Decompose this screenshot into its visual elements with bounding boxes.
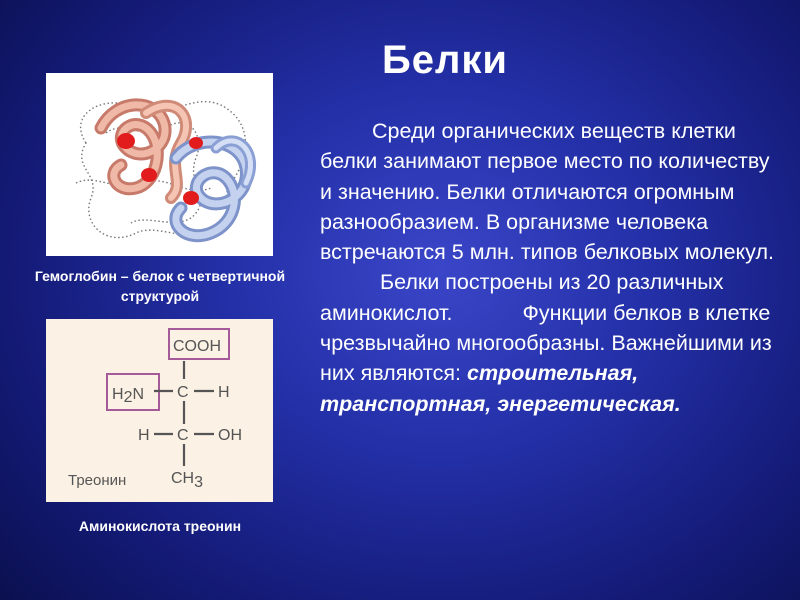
h2n-label: H2N xyxy=(112,386,145,406)
c-bottom-label: C xyxy=(177,427,189,444)
hemoglobin-image xyxy=(46,73,273,256)
ch3-subscript: 3 xyxy=(194,474,204,491)
hemoglobin-caption: Гемоглобин – белок с четвертичной структурой xyxy=(34,268,286,304)
paragraph-part-3: Функции белков в клетке чрезвычайно многообразны. Важнейшими из них являются: xyxy=(320,300,772,386)
functions-emphasis: строительная, транспортная, энергетическая. xyxy=(320,361,681,416)
amino-acid-caption: Аминокислота треонин xyxy=(78,518,242,534)
oh-label: OH xyxy=(218,427,242,444)
cooh-label: COOH xyxy=(173,338,221,355)
ch3-label: CH3 xyxy=(171,470,204,491)
hemoglobin-illustration xyxy=(46,73,273,256)
paragraph-part-2: Белки построены из 20 различных аминокислот. xyxy=(320,270,724,325)
main-paragraph xyxy=(320,116,780,419)
slide-title: Белки xyxy=(381,38,508,82)
c-top-label: C xyxy=(177,384,189,401)
h-right-label: H xyxy=(218,384,230,401)
threonine-formula-image xyxy=(46,319,273,502)
h-left-label: H xyxy=(138,427,150,444)
paragraph-part-1: Среди органических веществ клетки белки занимают первое место по количеству и значению. Белки отличаются огромным разнообразием. В организме человека встречаются 5 млн. типов белковых молекул. xyxy=(320,119,774,265)
h2n-subscript: 2 xyxy=(123,389,133,406)
threonine-name-label: Треонин xyxy=(68,472,127,489)
threonine-structural-formula xyxy=(46,319,273,502)
